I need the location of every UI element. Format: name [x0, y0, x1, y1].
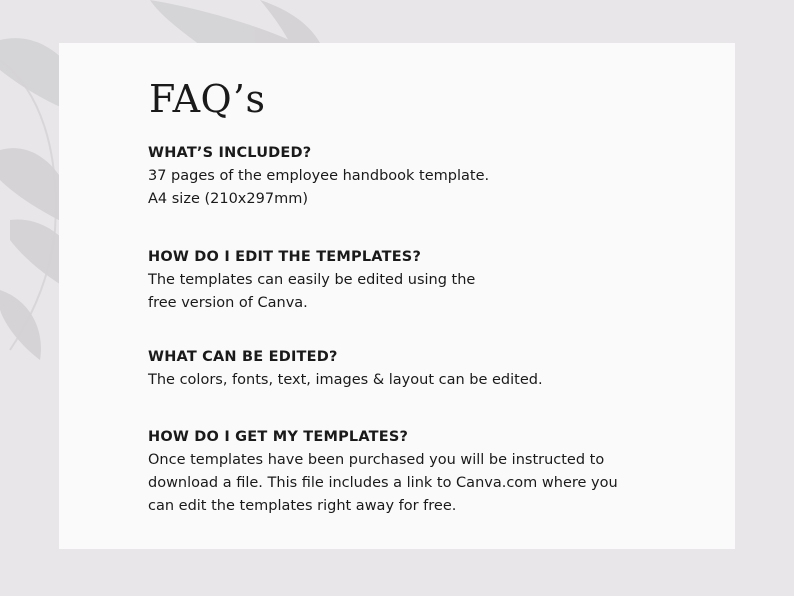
faq-answer-line: can edit the templates right away for free.	[148, 498, 457, 514]
faq-answer-line: The templates can easily be edited using the	[148, 272, 476, 288]
faq-question: WHAT CAN BE EDITED?	[148, 349, 338, 365]
faq-answer-line: A4 size (210x297mm)	[148, 191, 308, 207]
faq-item-whats-included	[148, 142, 489, 211]
faq-answer-line: 37 pages of the employee handbook template.	[148, 168, 490, 184]
faq-card	[59, 43, 735, 549]
faq-item-how-edit	[148, 246, 475, 315]
faq-answer-line: Once templates have been purchased you will be instructed to	[148, 452, 605, 468]
faq-item-get-templates	[148, 426, 618, 518]
faq-question: HOW DO I EDIT THE TEMPLATES?	[148, 249, 422, 265]
page-title: FAQ’s	[149, 77, 266, 121]
faq-question: HOW DO I GET MY TEMPLATES?	[148, 429, 409, 445]
faq-question: WHAT’S INCLUDED?	[148, 145, 312, 161]
faq-item-what-edited	[148, 346, 543, 392]
faq-answer-line: The colors, fonts, text, images & layout can be edited.	[148, 372, 543, 388]
faq-answer-line: free version of Canva.	[148, 295, 308, 311]
faq-answer-line: download a file. This file includes a link to Canva.com where you	[148, 475, 618, 491]
